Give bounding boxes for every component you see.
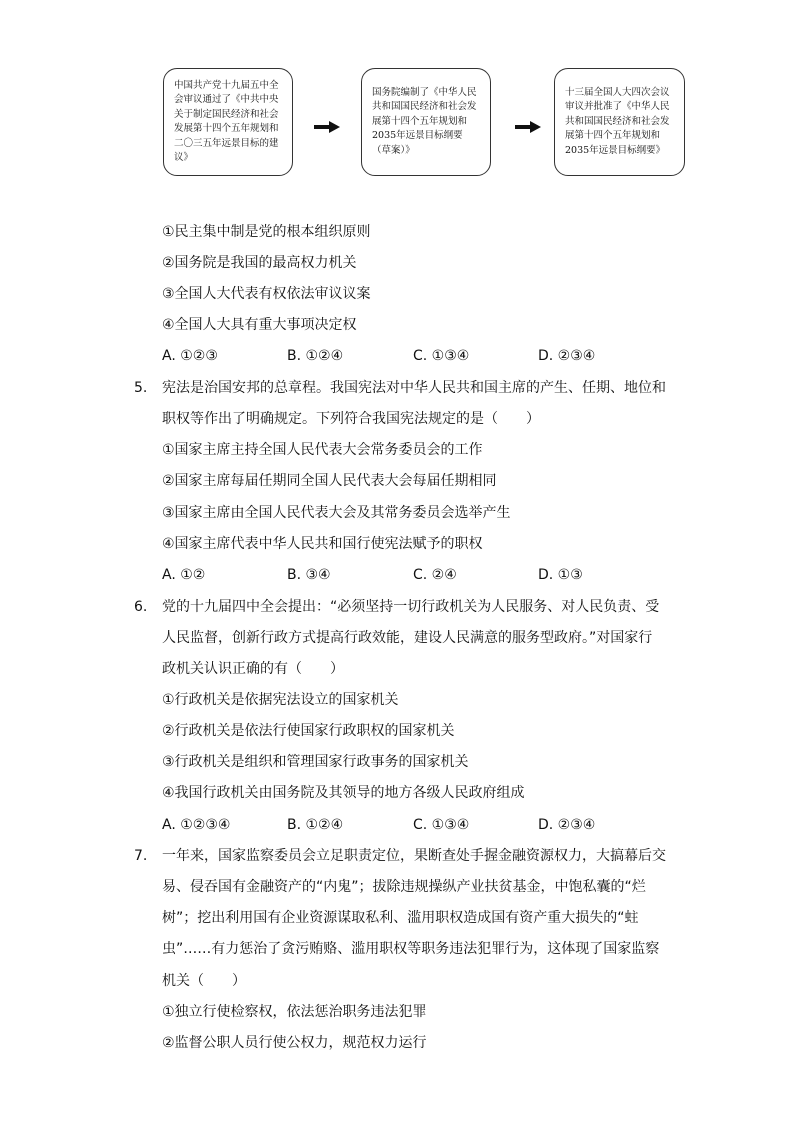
q6-stem-line-1: 党的十九届四中全会提出：“必须坚持一切行政机关为人民服务、对人民负责、受	[162, 599, 660, 615]
q5-stem-line-2: 职权等作出了明确规定。下列符合我国宪法规定的是（ ）	[162, 411, 540, 427]
flow-box-2: 国务院编制了《中华人民共和国国民经济和社会发展第十四个五年规划和2035年远景目标纲要（草案）》	[361, 68, 491, 176]
q5-choice-a[interactable]: A. ①②	[162, 567, 206, 583]
q6-item-1: ①行政机关是依据宪法设立的国家机关	[162, 692, 399, 708]
flow-box-1: 中国共产党十九届五中全会审议通过了《中共中央关于制定国民经济和社会发展第十四个五年规划和二〇三五年远景目标的建议》	[163, 68, 293, 176]
q4-choice-c[interactable]: C. ①③④	[413, 348, 470, 364]
q7-stem-line-2: 易、侵吞国有金融资产的“内鬼”；拔除违规操纵产业扶贫基金，中饱私囊的“烂	[162, 879, 646, 895]
q5-choice-d[interactable]: D. ①③	[538, 567, 583, 583]
q7-stem-line-5: 机关（ ）	[162, 973, 246, 989]
q4-choice-a[interactable]: A. ①②③	[162, 348, 218, 364]
q5-choice-c[interactable]: C. ②④	[413, 567, 457, 583]
q5-item-1: ①国家主席主持全国人民代表大会常务委员会的工作	[162, 442, 483, 458]
right-arrow-icon	[515, 120, 541, 134]
q7-number: 7.	[134, 848, 148, 864]
q4-item-1: ①民主集中制是党的根本组织原则	[162, 224, 371, 240]
q6-item-2: ②行政机关是依法行使国家行政职权的国家机关	[162, 723, 455, 739]
q6-choice-a[interactable]: A. ①②③④	[162, 817, 231, 833]
q7-stem-line-4: 虫”……有力惩治了贪污贿赂、滥用职权等职务违法犯罪行为，这体现了国家监察	[162, 941, 660, 957]
flowchart	[0, 68, 794, 178]
q4-choice-d[interactable]: D. ②③④	[538, 348, 596, 364]
q4-item-2: ②国务院是我国的最高权力机关	[162, 255, 357, 271]
q6-item-3: ③行政机关是组织和管理国家行政事务的国家机关	[162, 754, 469, 770]
q6-item-4: ④我国行政机关由国务院及其领导的地方各级人民政府组成	[162, 785, 525, 801]
q5-choice-b[interactable]: B. ③④	[287, 567, 331, 583]
q7-item-1: ①独立行使检察权，依法惩治职务违法犯罪	[162, 1004, 427, 1020]
q5-number: 5.	[134, 380, 148, 396]
q5-item-3: ③国家主席由全国人民代表大会及其常务委员会选举产生	[162, 505, 511, 521]
right-arrow-icon	[314, 120, 340, 134]
q5-stem-line-1: 宪法是治国安邦的总章程。我国宪法对中华人民共和国主席的产生、任期、地位和	[162, 380, 666, 396]
q6-stem-line-3: 政机关认识正确的有（ ）	[162, 661, 344, 677]
flow-box-3: 十三届全国人大四次会议审议并批准了《中华人民共和国国民经济和社会发展第十四个五年规划和2035年远景目标纲要》	[554, 68, 685, 176]
q4-choice-b[interactable]: B. ①②④	[287, 348, 344, 364]
q5-item-2: ②国家主席每届任期同全国人民代表大会每届任期相同	[162, 473, 497, 489]
q7-stem-line-3: 树”；挖出利用国有企业资源谋取私利、滥用职权造成国有资产重大损失的“蛀	[162, 910, 639, 926]
q6-choice-d[interactable]: D. ②③④	[538, 817, 596, 833]
q4-item-3: ③全国人大代表有权依法审议议案	[162, 286, 371, 302]
q7-stem-line-1: 一年来，国家监察委员会立足职责定位，果断查处手握金融资源权力，大搞幕后交	[162, 848, 666, 864]
q7-item-2: ②监督公职人员行使公权力，规范权力运行	[162, 1035, 427, 1051]
q6-number: 6.	[134, 599, 148, 615]
q6-choice-b[interactable]: B. ①②④	[287, 817, 344, 833]
q6-stem-line-2: 人民监督，创新行政方式提高行政效能，建设人民满意的服务型政府。”对国家行	[162, 630, 653, 646]
q6-choice-c[interactable]: C. ①③④	[413, 817, 470, 833]
q4-item-4: ④全国人大具有重大事项决定权	[162, 317, 357, 333]
q5-item-4: ④国家主席代表中华人民共和国行使宪法赋予的职权	[162, 536, 483, 552]
